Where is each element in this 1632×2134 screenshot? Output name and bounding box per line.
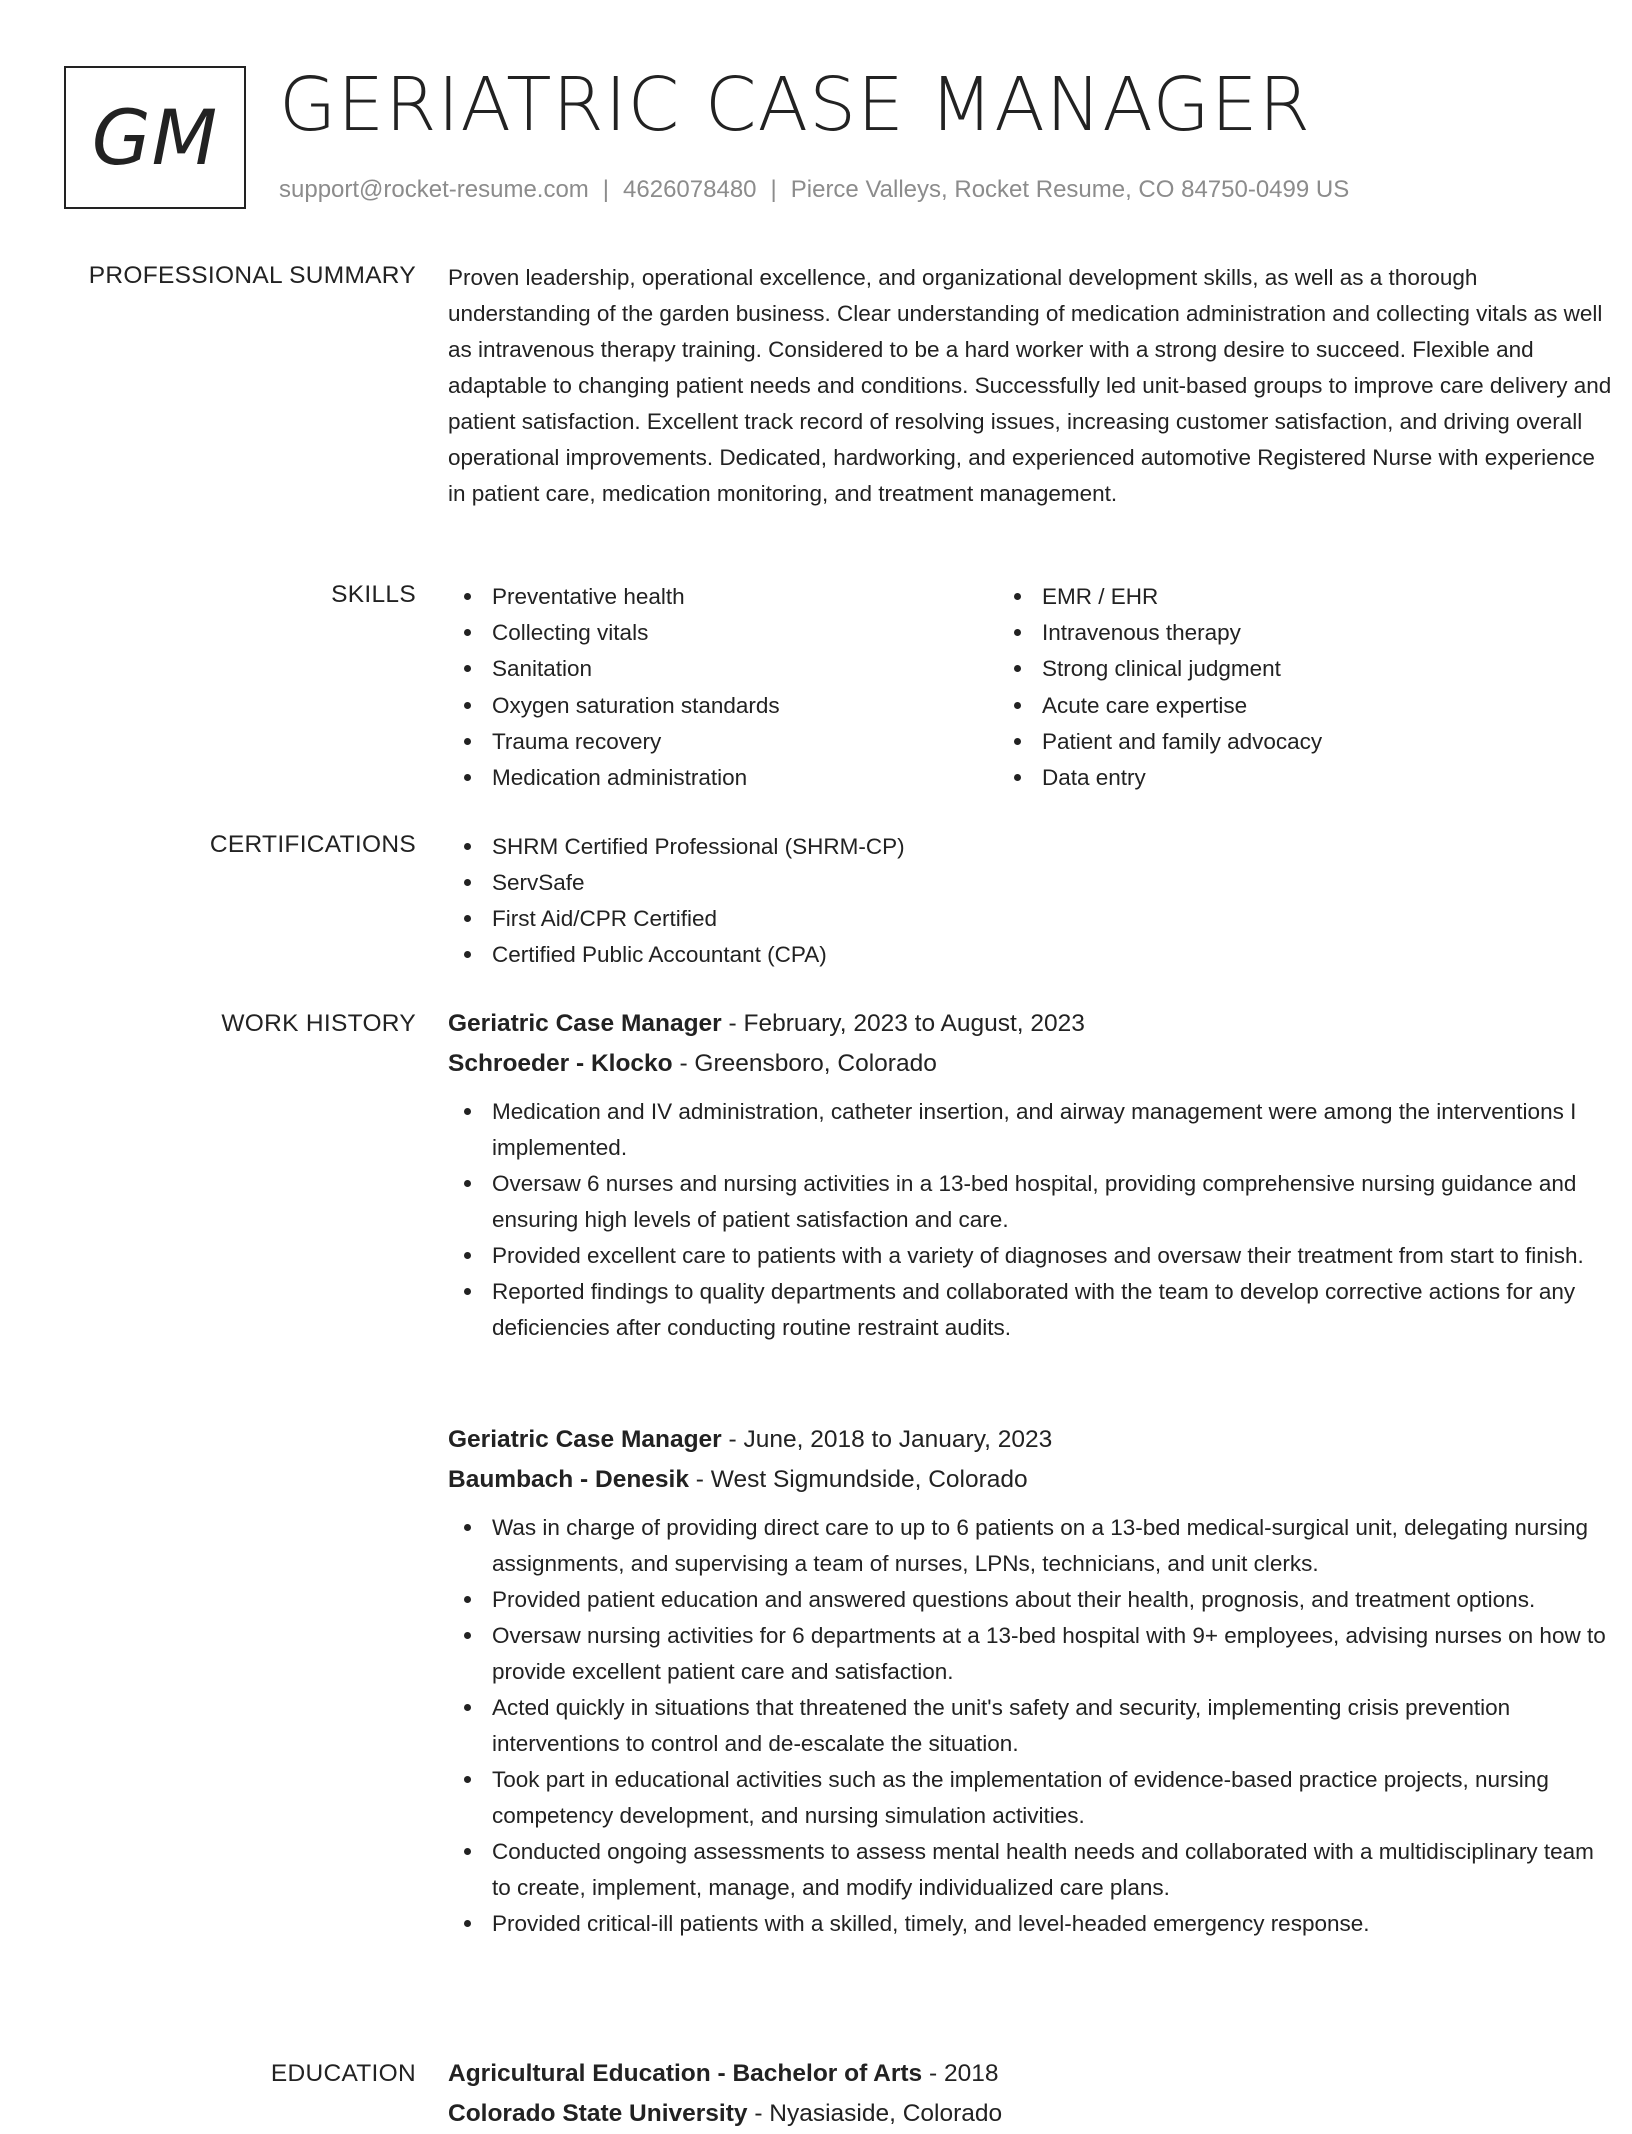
job-bullet: Provided patient education and answered questions about their health, prognosis, and treatment options. (448, 1582, 1618, 1618)
summary-text: Proven leadership, operational excellence, and organizational development skills, as well as a thorough understanding of the garden business. Clear understanding of medication administration and collecting vitals as well as intravenous therapy training. Considered to be a hard worker with a strong desire to succeed. Flexible and adaptable to changing patient needs and conditions. Successfully led unit-based groups to improve care delivery and patient satisfaction. Excellent track record of resolving issues, increasing customer satisfaction, and driving overall operational improvements. Dedicated, hardworking, and experienced automotive Registered Nurse with experience in patient care, medication monitoring, and treatment management. (448, 265, 1612, 506)
skill-item: Data entry (998, 760, 1548, 796)
job-bullet: Oversaw 6 nurses and nursing activities in a 13-bed hospital, providing comprehensive nursing guidance and ensuring high levels of patient satisfaction and care. (448, 1166, 1618, 1238)
job-dates: - February, 2023 to August, 2023 (721, 1010, 1085, 1037)
job-dates: - June, 2018 to January, 2023 (721, 1426, 1053, 1453)
skill-item: Acute care expertise (998, 688, 1548, 724)
skills-column-left (448, 579, 998, 796)
section-label-work-history: WORK HISTORY (221, 1010, 416, 1037)
job-bullet: Reported findings to quality departments and collaborated with the team to develop corrective actions for any deficiencies after conducting routine restraint audits. (448, 1274, 1618, 1346)
section-label-certifications: CERTIFICATIONS (209, 831, 416, 858)
certification-item: Certified Public Accountant (CPA) (448, 937, 1618, 973)
skill-item: Strong clinical judgment (998, 651, 1548, 687)
resume-header (64, 62, 1584, 216)
skill-item: Intravenous therapy (998, 615, 1548, 651)
skill-item: Trauma recovery (448, 724, 998, 760)
skill-item: Oxygen saturation standards (448, 688, 998, 724)
job-bullet-list (448, 1510, 1618, 1942)
contact-email: support@rocket-resume.com (279, 176, 589, 203)
contact-phone: 4626078480 (623, 176, 757, 203)
skill-item: EMR / EHR (998, 579, 1548, 615)
job-company-line (448, 1044, 1618, 1084)
section-label-skills: SKILLS (331, 581, 416, 608)
certifications-list (448, 829, 1618, 973)
job-bullet: Provided excellent care to patients with a variety of diagnoses and oversaw their treatment from start to finish. (448, 1238, 1618, 1274)
job-location: - Greensboro, Colorado (672, 1050, 937, 1077)
skills-columns (448, 579, 1618, 796)
skill-item: Patient and family advocacy (998, 724, 1548, 760)
job-title-line (448, 1004, 1618, 1044)
school: Colorado State University (448, 2100, 748, 2127)
school-location: - Nyasiaside, Colorado (747, 2100, 1003, 2127)
job-bullet: Acted quickly in situations that threatened the unit's safety and security, implementing crisis prevention interventions to control and de-escalate the situation. (448, 1690, 1618, 1762)
job-bullet: Medication and IV administration, catheter insertion, and airway management were among the interventions I implemented. (448, 1094, 1618, 1166)
degree-line (448, 2054, 1618, 2094)
job-title-line (448, 1420, 1618, 1460)
job-entry (448, 1004, 1618, 1346)
contact-line (279, 176, 1349, 204)
section-label-summary: PROFESSIONAL SUMMARY (88, 262, 416, 289)
job-location: - West Sigmundside, Colorado (689, 1466, 1028, 1493)
certification-item: ServSafe (448, 865, 1618, 901)
education-entry (448, 2054, 1618, 2134)
skill-item: Sanitation (448, 651, 998, 687)
monogram-initials: GM (64, 66, 246, 209)
resume-title: GERIATRIC CASE MANAGER (279, 62, 1312, 148)
job-company: Baumbach - Denesik (448, 1466, 689, 1493)
section-label-education: EDUCATION (270, 2060, 416, 2087)
job-bullet: Conducted ongoing assessments to assess mental health needs and collaborated with a multidisciplinary team to create, implement, manage, and modify individualized care plans. (448, 1834, 1618, 1906)
contact-address: Pierce Valleys, Rocket Resume, CO 84750-0499 US (790, 176, 1350, 203)
job-bullet-list (448, 1094, 1618, 1346)
graduation-year: - 2018 (922, 2060, 999, 2087)
skill-item: Preventative health (448, 579, 998, 615)
job-title: Geriatric Case Manager (448, 1426, 722, 1453)
job-company-line (448, 1460, 1618, 1500)
certification-item: First Aid/CPR Certified (448, 901, 1618, 937)
contact-separator: | (770, 176, 777, 203)
skill-item: Medication administration (448, 760, 998, 796)
skill-item: Collecting vitals (448, 615, 998, 651)
job-title: Geriatric Case Manager (448, 1010, 722, 1037)
job-company: Schroeder - Klocko (448, 1050, 673, 1077)
job-bullet: Provided critical-ill patients with a skilled, timely, and level-headed emergency response. (448, 1906, 1618, 1942)
job-bullet: Took part in educational activities such as the implementation of evidence-based practice projects, nursing competency development, and nursing simulation activities. (448, 1762, 1618, 1834)
contact-separator: | (602, 176, 610, 203)
certification-item: SHRM Certified Professional (SHRM-CP) (448, 829, 1618, 865)
skills-column-right (998, 579, 1548, 796)
job-bullet: Was in charge of providing direct care to up to 6 patients on a 13-bed medical-surgical unit, delegating nursing assignments, and supervising a team of nurses, LPNs, technicians, and unit clerks. (448, 1510, 1618, 1582)
job-entry (448, 1420, 1618, 1942)
job-bullet: Oversaw nursing activities for 6 departments at a 13-bed hospital with 9+ employees, advising nurses on how to provide excellent patient care and satisfaction. (448, 1618, 1618, 1690)
degree: Agricultural Education - Bachelor of Arts (448, 2060, 923, 2087)
school-line (448, 2094, 1618, 2134)
